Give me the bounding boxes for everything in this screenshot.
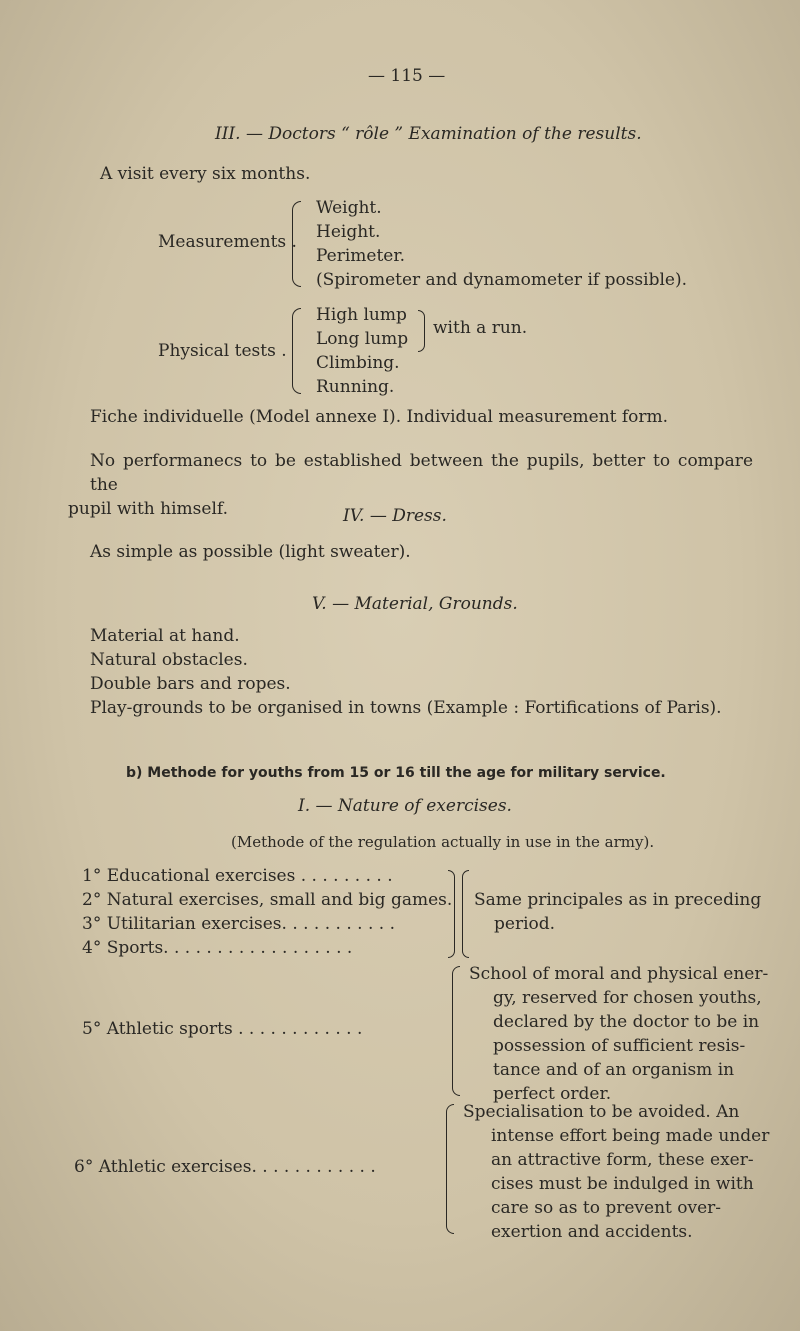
athletic-sports-brace [452,966,460,1096]
desc-line: possession of sufficient resis- [493,1036,746,1056]
desc-line: gy, reserved for chosen youths, [493,988,762,1008]
section-3-heading-text: — Doctors “ rôle ” Examination of the results. [245,124,642,144]
desc-line: intense effort being made under [491,1126,770,1146]
page-number: — 115 — [368,66,446,86]
exercises-brace-left [462,870,469,958]
exercise-item: 4° Sports. . . . . . . . . . . . . . . . . . [82,938,353,958]
with-run-text: with a run. [433,318,528,338]
exercise-item: 3° Utilitarian exercises. . . . . . . . . . . [82,914,395,934]
measurement-item: Height. [316,222,381,242]
section-3-heading [215,124,642,144]
visit-text: A visit every six months. [100,164,311,184]
lump-brace [418,310,425,352]
methode-note: (Methode of the regulation actually in use in the army). [231,833,655,851]
part-b-heading: b) Methode for youths from 15 or 16 till the age for military service. [126,765,666,781]
section-3-heading-num: III. [215,124,241,144]
measurements-brace [292,201,301,287]
desc-line: School of moral and physical ener- [469,964,769,984]
physical-tests-brace [292,308,301,394]
same-principles-line: Same principales as in preceding [474,890,762,910]
physical-tests-label: Physical tests . [158,341,287,361]
physical-item: Climbing. [316,353,400,373]
material-item: Natural obstacles. [90,650,248,670]
athletic-sports-description [469,962,769,1106]
desc-line: perfect order. [493,1084,612,1104]
nature-heading: I. — Nature of exercises. [298,796,512,816]
measurement-item: (Spirometer and dynamometer if possible). [316,270,688,290]
dress-text: As simple as possible (light sweater). [90,542,411,562]
desc-line: tance and of an organism in [493,1060,735,1080]
physical-item: Long lump [316,329,409,349]
fiche-text: Fiche individuelle (Model annexe I). Individual measurement form. [90,407,669,427]
exercises-brace-right [448,870,455,958]
desc-line: an attractive form, these exer- [491,1150,754,1170]
physical-item: Running. [316,377,395,397]
athletic-exercises-brace [446,1104,454,1234]
measurement-item: Perimeter. [316,246,406,266]
material-item: Material at hand. [90,626,240,646]
athletic-exercises-description [463,1100,770,1244]
same-principles-line: period. [494,914,556,934]
athletic-exercises-item: 6° Athletic exercises. . . . . . . . . . . . [74,1157,376,1177]
desc-line: declared by the doctor to be in [493,1012,760,1032]
paragraph-line: No performanecs to be established between the pupils, better to compare the [90,451,753,495]
section-4-heading: IV. — Dress. [343,506,447,526]
desc-line: cises must be indulged in with [491,1174,754,1194]
exercise-item: 2° Natural exercises, small and big games. [82,890,453,910]
desc-line: Specialisation to be avoided. An [463,1102,740,1122]
exercise-item: 1° Educational exercises . . . . . . . . . [82,866,393,886]
section-5-heading: V. — Material, Grounds. [312,594,518,614]
paragraph-line: pupil with himself. [68,499,228,519]
material-item: Double bars and ropes. [90,674,291,694]
measurement-item: Weight. [316,198,382,218]
athletic-sports-item: 5° Athletic sports . . . . . . . . . . . . [82,1019,363,1039]
physical-item: High lump [316,305,407,325]
desc-line: care so as to prevent over- [491,1198,722,1218]
desc-line: exertion and accidents. [491,1222,693,1242]
material-item: Play-grounds to be organised in towns (Example : Fortifications of Paris). [90,698,722,718]
measurements-label: Measurements . [158,232,297,252]
